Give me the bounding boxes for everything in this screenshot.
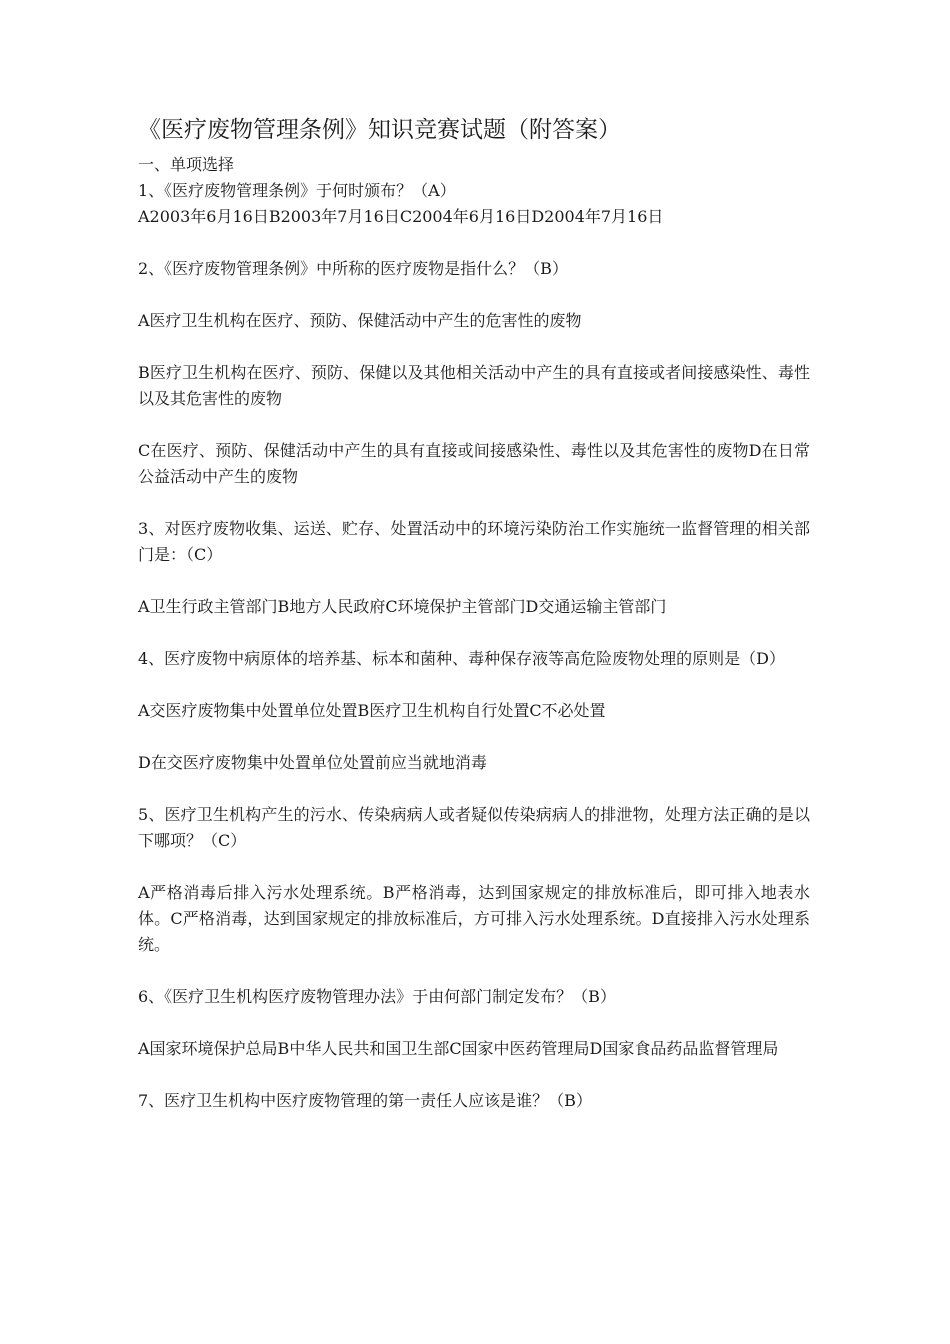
question-1: 1、《医疗废物管理条例》于何时颁布？（A） (138, 181, 456, 200)
question-2-option-b: B医疗卫生机构在医疗、预防、保健以及其他相关活动中产生的具有直接或者间接感染性、毒性以及其危害性的废物 (138, 363, 810, 408)
question-3-options: A卫生行政主管部门B地方人民政府C环境保护主管部门D交通运输主管部门 (138, 597, 667, 616)
document-title: 《医疗废物管理条例》知识竞赛试题（附答案） (138, 117, 621, 143)
question-2-options-cd: C在医疗、预防、保健活动中产生的具有直接或间接感染性、毒性以及其危害性的废物D在日常公益活动中产生的废物 (138, 441, 810, 486)
section-heading: 一、单项选择 (138, 155, 235, 174)
question-6-options: A国家环境保护总局B中华人民共和国卫生部C国家中医药管理局D国家食品药品监督管理局 (138, 1039, 779, 1058)
document-page (138, 112, 810, 1114)
question-4-option-d: D在交医疗废物集中处置单位处置前应当就地消毒 (138, 753, 487, 772)
question-1-options: A2003年6月16日B2003年7月16日C2004年6月16日D2004年7月16日 (138, 207, 664, 226)
question-6: 6、《医疗卫生机构医疗废物管理办法》于由何部门制定发布？（B） (138, 987, 616, 1006)
question-2-option-a: A医疗卫生机构在医疗、预防、保健活动中产生的危害性的废物 (138, 311, 582, 330)
question-5-options: A严格消毒后排入污水处理系统。B严格消毒，达到国家规定的排放标准后，即可排入地表水体。C严格消毒，达到国家规定的排放标准后，方可排入污水处理系统。D直接排入污水处理系统。 (138, 883, 810, 954)
question-2: 2、《医疗废物管理条例》中所称的医疗废物是指什么？（B） (138, 259, 568, 278)
question-7: 7、医疗卫生机构中医疗废物管理的第一责任人应该是谁？（B） (138, 1091, 592, 1110)
question-4: 4、医疗废物中病原体的培养基、标本和菌种、毒种保存液等高危险废物处理的原则是（D） (138, 649, 786, 668)
question-5: 5、医疗卫生机构产生的污水、传染病病人或者疑似传染病病人的排泄物，处理方法正确的是以下哪项？（C） (138, 805, 810, 850)
question-3: 3、对医疗废物收集、运送、贮存、处置活动中的环境污染防治工作实施统一监督管理的相关部门是：（C） (138, 519, 810, 564)
question-4-options-abc: A交医疗废物集中处置单位处置B医疗卫生机构自行处置C不必处置 (138, 701, 606, 720)
